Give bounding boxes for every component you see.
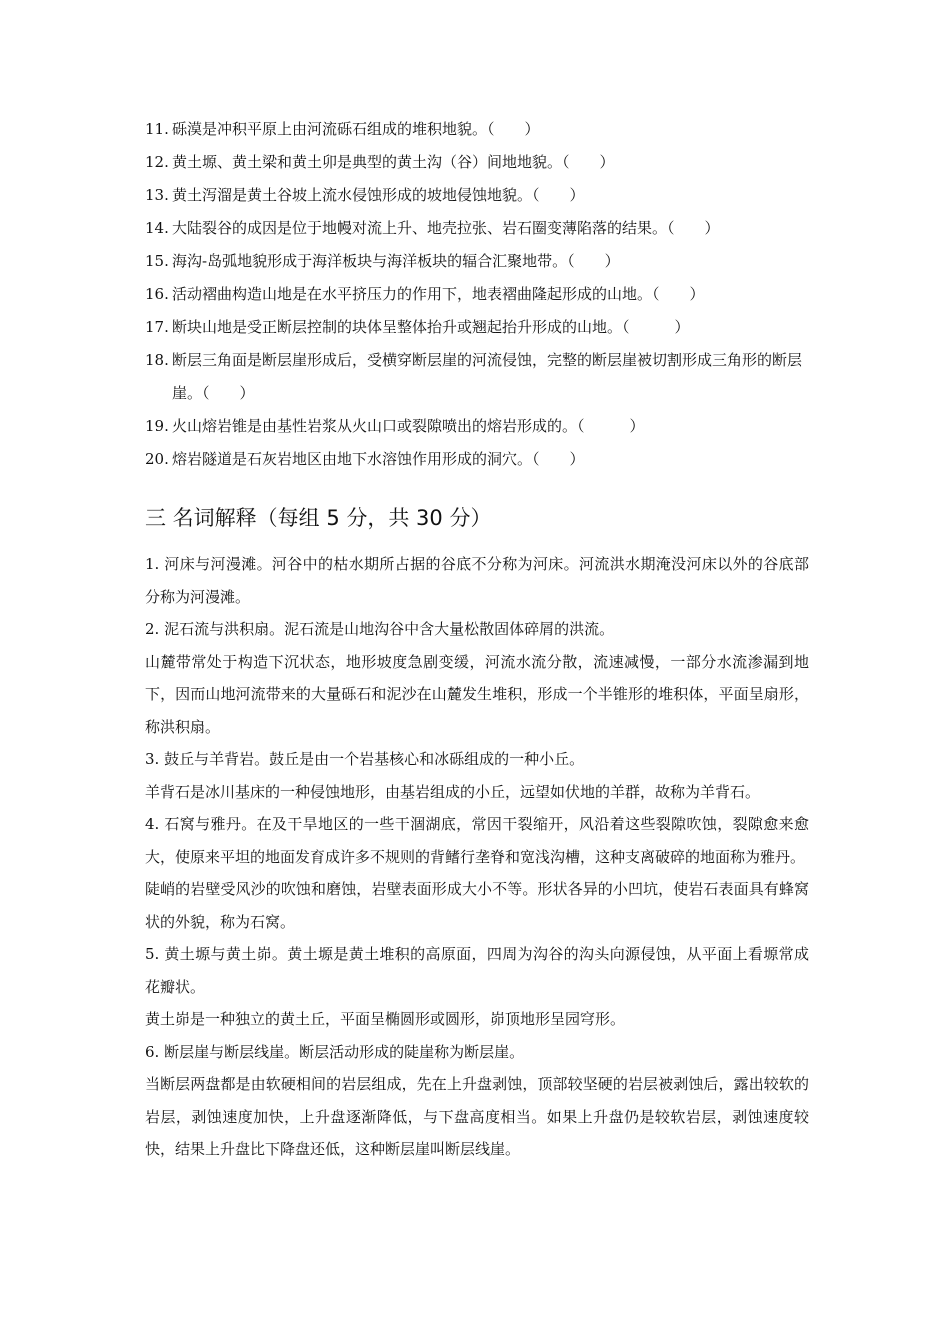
true-false-question-list [145,113,825,476]
question-text: 熔岩隧道是石灰岩地区由地下水溶蚀作用形成的洞穴。（ ） [172,450,585,468]
question-19 [145,410,825,443]
definition-paragraph: 羊背石是冰川基床的一种侵蚀地形，由基岩组成的小丘，远望如伏地的羊群，故称为羊背石。 [145,782,761,801]
question-text: 大陆裂谷的成因是位于地幔对流上升、地壳拉张、岩石圈变薄陷落的结果。（ ） [172,219,720,237]
definition-paragraph: 山麓带常处于构造下沉状态，地形坡度急剧变缓，河流水流分散，流速减慢，一部分水流渗漏到地下，因而山地河流带来的大量砾石和泥沙在山麓发生堆积，形成一个半锥形的堆积体，平面呈扇形，称洪积扇。 [145,652,809,736]
definition-paragraph: 1. 河床与河漫滩。河谷中的枯水期所占据的谷底不分称为河床。河流洪水期淹没河床以外的谷底部分称为河漫滩。 [145,555,809,606]
question-number: 18. [145,351,169,369]
question-text: 黄土泻溜是黄土谷坡上流水侵蚀形成的坡地侵蚀地貌。（ ） [172,186,585,204]
question-number: 14. [145,219,169,237]
question-12 [145,146,825,179]
question-text: 黄土塬、黄土梁和黄土卯是典型的黄土沟（谷）间地地貌。（ ） [172,153,615,171]
question-text: 砾漠是冲积平原上由河流砾石组成的堆积地貌。（ ） [172,120,540,138]
question-text: 火山熔岩锥是由基性岩浆从火山口或裂隙喷出的熔岩形成的。（ ） [172,417,645,435]
question-text: 海沟-岛弧地貌形成于海洋板块与海洋板块的辐合汇聚地带。（ ） [172,252,620,270]
question-text: 活动褶曲构造山地是在水平挤压力的作用下，地表褶曲隆起形成的山地。（ ） [172,285,705,303]
question-14 [145,212,825,245]
term-definitions [145,548,809,1166]
question-text: 断层三角面是断层崖形成后，受横穿断层崖的河流侵蚀，完整的断层崖被切割形成三角形的断层崖。（ ） [172,351,803,402]
question-number: 20. [145,450,169,468]
question-number: 11. [145,120,169,138]
question-13 [145,179,825,212]
definition-paragraph: 5. 黄土塬与黄土峁。黄土塬是黄土堆积的高原面，四周为沟谷的沟头向源侵蚀，从平面上看塬常成花瓣状。 [145,945,809,996]
question-text: 断块山地是受正断层控制的块体呈整体抬升或翘起抬升形成的山地。（ ） [172,318,690,336]
question-16 [145,278,825,311]
definition-paragraph: 2. 泥石流与洪积扇。泥石流是山地沟谷中含大量松散固体碎屑的洪流。 [145,620,615,638]
question-11 [145,113,825,146]
definition-paragraph: 陡峭的岩壁受风沙的吹蚀和磨蚀，岩壁表面形成大小不等。形状各异的小凹坑，使岩石表面具有蜂窝状的外貌，称为石窝。 [145,880,809,931]
question-number: 15. [145,252,169,270]
definition-paragraph: 黄土峁是一种独立的黄土丘，平面呈椭圆形或圆形，峁顶地形呈园穹形。 [145,1010,626,1028]
question-17 [145,311,825,344]
definition-paragraph: 4. 石窝与雅丹。在及干旱地区的一些干涸湖底，常因干裂缩开，风沿着这些裂隙吹蚀，裂隙愈来愈大，使原来平坦的地面发育成许多不规则的背鳍行垄脊和宽浅沟槽，这种支离破碎的地面称为雅丹。 [145,815,809,866]
question-number: 17. [145,318,169,336]
question-number: 12. [145,153,169,171]
question-number: 16. [145,285,169,303]
section-heading: 三 名词解释（每组 5 分，共 30 分） [145,506,492,530]
definition-paragraph: 3. 鼓丘与羊背岩。鼓丘是由一个岩基核心和冰砾组成的一种小丘。 [145,750,585,768]
question-number: 13. [145,186,169,204]
question-15 [145,245,825,278]
question-18 [145,344,825,410]
definition-paragraph: 当断层两盘都是由软硬相间的岩层组成，先在上升盘剥蚀，顶部较坚硬的岩层被剥蚀后，露出较软的岩层，剥蚀速度加快，上升盘逐渐降低，与下盘高度相当。如果上升盘仍是较软岩层，剥蚀速度较快，结果上升盘比下降盘还低，这种断层崖叫断层线崖。 [145,1075,809,1158]
question-20 [145,443,825,476]
question-number: 19. [145,417,169,435]
definition-paragraph: 6. 断层崖与断层线崖。断层活动形成的陡崖称为断层崖。 [145,1042,525,1061]
